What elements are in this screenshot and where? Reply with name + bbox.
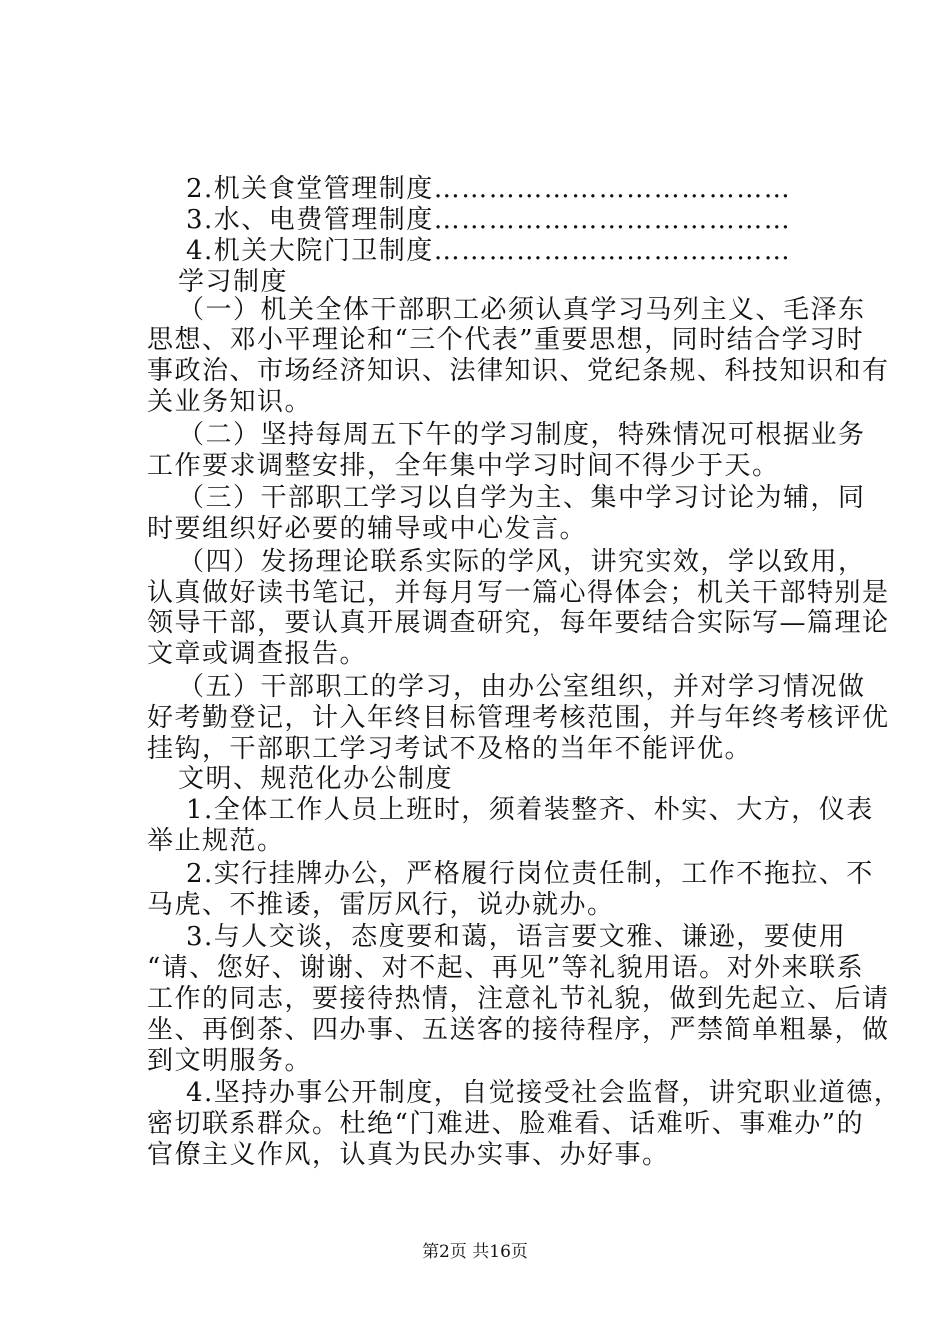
paragraph-line: （五）干部职工的学习，由办公室组织，并对学习情况做 bbox=[178, 671, 866, 702]
paragraph-line: 2.实行挂牌办公，严格履行岗位责任制，工作不拖拉、不 bbox=[186, 858, 874, 889]
paragraph-line: 工作要求调整安排，全年集中学习时间不得少于天。 bbox=[147, 450, 780, 481]
section-heading: 文明、规范化办公制度 bbox=[178, 764, 454, 795]
paragraph-line: 事政治、市场经济知识、法律知识、党纪条规、科技知识和有 bbox=[147, 356, 890, 387]
page-footer: 第2页 共16页 bbox=[422, 1242, 528, 1262]
paragraph-line: 到文明服务。 bbox=[147, 1045, 313, 1076]
paragraph-line: 思想、邓小平理论和“三个代表”重要思想，同时结合学习时 bbox=[147, 325, 865, 356]
toc-item: 2.机关食堂管理制度………………………………… bbox=[186, 174, 792, 204]
paragraph-line: （三）干部职工学习以自学为主、集中学习讨论为辅，同 bbox=[178, 483, 866, 514]
paragraph-line: 马虎、不推诿，雷厉风行，说办就办。 bbox=[147, 889, 615, 920]
toc-item: 4.机关大院门卫制度………………………………… bbox=[186, 235, 792, 266]
paragraph-line: （二）坚持每周五下午的学习制度，特殊情况可根据业务 bbox=[178, 419, 866, 450]
paragraph-line: 领导干部，要认真开展调查研究，每年要结合实际写—篇理论 bbox=[147, 608, 890, 639]
paragraph-line: 密切联系群众。杜绝“门难进、脸难看、话难听、事难办”的 bbox=[147, 1109, 865, 1140]
paragraph-line: 挂钩，干部职工学习考试不及格的当年不能评优。 bbox=[147, 733, 753, 764]
paragraph-line: 时要组织好必要的辅导或中心发言。 bbox=[147, 514, 588, 545]
paragraph-line: 举止规范。 bbox=[147, 826, 285, 857]
paragraph-line: 认真做好读书笔记，并每月写一篇心得体会；机关干部特别是 bbox=[147, 577, 890, 608]
paragraph-line: 官僚主义作风，认真为民办实事、办好事。 bbox=[147, 1140, 670, 1170]
paragraph-line: 坐、再倒茶、四办事、五送客的接待程序，严禁简单粗暴，做 bbox=[147, 1014, 890, 1045]
paragraph-line: 关业务知识。 bbox=[147, 387, 313, 418]
paragraph-line: （一）机关全体干部职工必须认真学习马列主义、毛泽东 bbox=[178, 294, 866, 325]
paragraph-line: 文章或调查报告。 bbox=[147, 639, 368, 670]
paragraph-line: 3.与人交谈，态度要和蔼，语言要文雅、谦逊，要使用 bbox=[186, 922, 847, 953]
paragraph-line: 1.全体工作人员上班时，须着装整齐、朴实、大方，仪表 bbox=[186, 795, 874, 826]
toc-item: 3.水、电费管理制度………………………………… bbox=[186, 204, 792, 235]
section-heading: 学习制度 bbox=[178, 266, 289, 297]
paragraph-line: 4.坚持办事公开制度，自觉接受社会监督，讲究职业道德， bbox=[186, 1078, 902, 1109]
paragraph-line: 好考勤登记，计入年终目标管理考核范围，并与年终考核评优 bbox=[147, 702, 890, 733]
paragraph-line: 工作的同志，要接待热情，注意礼节礼貌，做到先起立、后请 bbox=[147, 983, 890, 1014]
paragraph-line: （四）发扬理论联系实际的学风，讲究实效，学以致用， bbox=[178, 546, 866, 577]
paragraph-line: “请、您好、谢谢、对不起、再见”等礼貌用语。对外来联系 bbox=[147, 953, 865, 984]
